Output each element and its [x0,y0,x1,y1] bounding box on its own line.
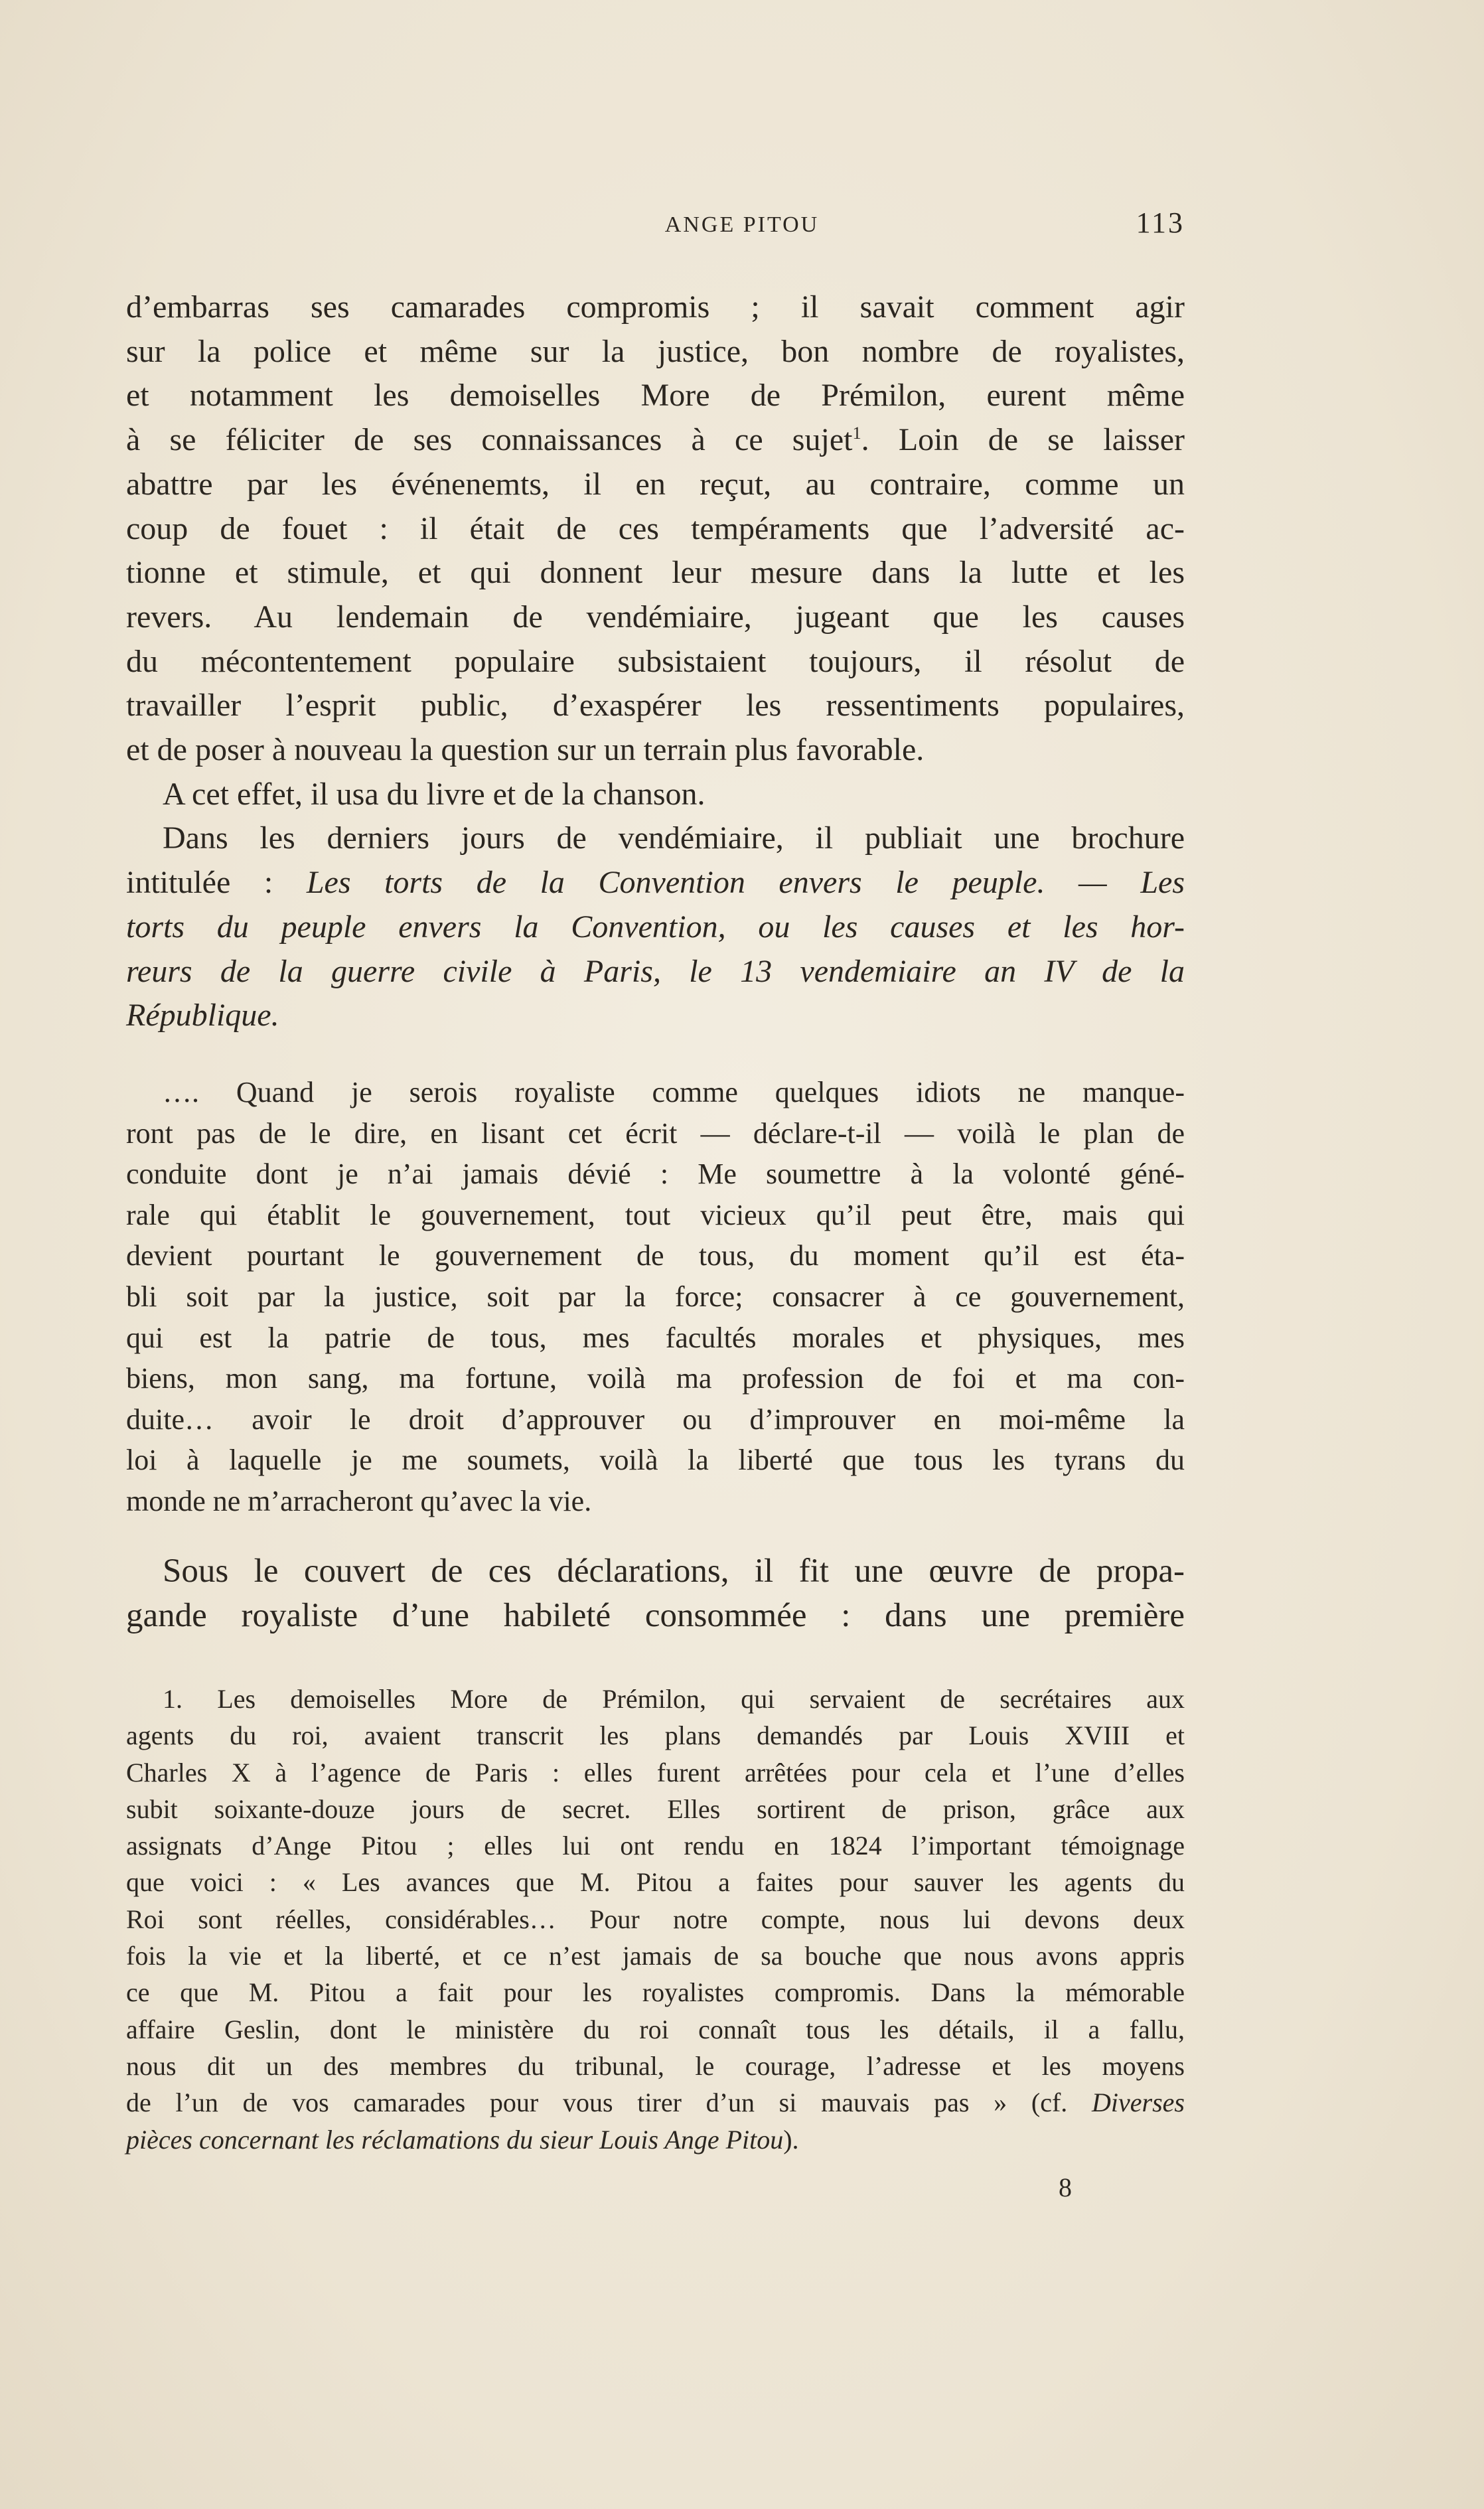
block-quote [126,1072,1185,1522]
text-line [126,330,1185,374]
text-line [126,816,1185,861]
text-segment: affaire Geslin, dont le ministère du roi connaît tous les détails, il a fallu, [126,2014,1185,2044]
text-segment: assignats d’Ange Pitou ; elles lui ont rendu en 1824 l’important témoignage [126,1831,1185,1861]
text-segment: abattre par les événenemts, il en reçut, au contraire, comme un [126,466,1185,502]
text-line [126,1113,1185,1154]
main-text-continued [126,1549,1185,1638]
text-line [126,595,1185,640]
italic-text: reurs de la guerre civile à Paris, le 13 vendemiaire an IV de la [126,953,1185,989]
text-line [126,1235,1185,1276]
text-line [126,418,1185,463]
italic-text: pièces concernant les réclamations du sieur Louis Ange Pitou [126,2124,784,2155]
text-segment: intitulée : [126,865,307,901]
text-line [126,1754,1185,1791]
text-line [126,1864,1185,1900]
text-line [126,1901,1185,1938]
text-line [126,1481,1185,1522]
page-number: 113 [1136,206,1185,239]
italic-text: Diverses [1092,2088,1185,2118]
text-line [126,1791,1185,1827]
text-line [126,728,1185,773]
footnote [126,1681,1185,2158]
text-line [126,684,1185,728]
text-line [126,1938,1185,1974]
text-segment: fois la vie et la liberté, et ce n’est jamais de sa bouche que nous avons appris [126,1941,1185,1971]
text-segment: monde ne m’arracheront qu’avec la vie. [126,1484,592,1517]
text-line [126,905,1185,950]
text-segment: …. Quand je serois royaliste comme quelques idiots ne manque- [163,1076,1185,1108]
text-segment: d’embarras ses camarades compromis ; il savait comment agir [126,289,1185,325]
text-line [126,1681,1185,1717]
text-line [126,507,1185,552]
text-line [126,374,1185,418]
text-segment: tionne et stimule, et qui donnent leur mesure dans la lutte et les [126,555,1185,591]
text-segment: A cet effet, il usa du livre et de la chanson. [163,776,705,812]
text-segment: coup de fouet : il était de ces tempéraments que l’adversité ac- [126,510,1185,546]
text-segment: Dans les derniers jours de vendémiaire, il publiait une brochure [163,820,1185,856]
text-line [126,1072,1185,1113]
text-segment: devient pourtant le gouvernement de tous, du moment qu’il est éta- [126,1239,1185,1272]
italic-text: Les torts de la Convention envers le peuple. — Les [306,865,1185,901]
text-line [126,551,1185,595]
italic-text: République. [126,998,279,1033]
text-line [126,640,1185,684]
text-line [126,2011,1185,2048]
text-segment: de l’un de vos camarades pour vous tirer d’un si mauvais pas » (cf. [126,2088,1092,2118]
text-segment: 1. Les demoiselles More de Prémilon, qui servaient de secrétaires aux [163,1684,1185,1714]
footnote-ref: 1 [852,423,861,443]
text-segment: sur la police et même sur la justice, bon nombre de royalistes, [126,333,1185,369]
text-line [126,1318,1185,1359]
text-segment: et notamment les demoiselles More de Prémilon, eurent même [126,378,1185,414]
text-segment: nous dit un des membres du tribunal, le courage, l’adresse et les moyens [126,2050,1185,2081]
text-line [126,1399,1185,1440]
text-segment: ce que M. Pitou a fait pour les royalistes compromis. Dans la mémorable [126,1977,1185,2008]
italic-text: torts du peuple envers la Convention, ou les causes et les hor- [126,909,1185,945]
text-line [126,1195,1185,1236]
running-header [0,206,1484,246]
text-segment: à se féliciter de ses connaissances à ce sujet [126,422,853,458]
text-line [126,1440,1185,1481]
running-title: ANGE PITOU [664,212,820,237]
text-segment: revers. Au lendemain de vendémiaire, jugeant que les causes [126,599,1185,635]
text-line [126,463,1185,507]
text-line [126,2048,1185,2084]
text-segment: que voici : « Les avances que M. Pitou a faites pour sauver les agents du [126,1867,1185,1898]
text-line [126,1974,1185,2011]
text-segment: qui est la patrie de tous, mes facultés morales et physiques, mes [126,1321,1185,1354]
text-segment: bli soit par la justice, soit par la force; consacrer à ce gouvernement, [126,1280,1185,1313]
text-line [126,2121,1185,2158]
text-line [126,950,1185,994]
text-line [126,1717,1185,1754]
signature-mark: 8 [1059,2172,1072,2202]
text-line [126,861,1185,905]
text-line [126,773,1185,817]
main-text [126,285,1185,1038]
text-segment: Roi sont réelles, considérables… Pour notre compte, nous lui devons deux [126,1904,1185,1934]
text-segment: et de poser à nouveau la question sur un terrain plus favorable. [126,732,925,768]
text-line [126,1154,1185,1195]
text-segment: travailler l’esprit public, d’exaspérer les ressentiments populaires, [126,688,1185,723]
text-line [126,2084,1185,2121]
text-segment: gande royaliste d’une habileté consommée : dans une première [126,1597,1185,1634]
text-line [126,1549,1185,1594]
text-segment: . Loin de se laisser [861,422,1185,458]
text-segment: ). [783,2124,799,2155]
text-segment: conduite dont je n’ai jamais dévié : Me soumettre à la volonté géné- [126,1158,1185,1191]
text-segment: agents du roi, avaient transcrit les plans demandés par Louis XVIII et [126,1720,1185,1751]
text-segment: ront pas de le dire, en lisant cet écrit — déclare-t-il — voilà le plan de [126,1116,1185,1150]
text-line [126,1276,1185,1318]
text-segment: duite… avoir le droit d’approuver ou d’improuver en moi-même la [126,1403,1185,1436]
text-line [126,1594,1185,1638]
text-segment: loi à laquelle je me soumets, voilà la liberté que tous les tyrans du [126,1444,1185,1477]
text-line [126,994,1185,1038]
text-line [126,1827,1185,1864]
text-segment: subit soixante-douze jours de secret. Elles sortirent de prison, grâce aux [126,1793,1185,1824]
text-segment: rale qui établit le gouvernement, tout vicieux qu’il peut être, mais qui [126,1198,1185,1231]
text-segment: Charles X à l’agence de Paris : elles furent arrêtées pour cela et l’une d’elles [126,1757,1185,1787]
text-segment: du mécontentement populaire subsistaient toujours, il résolut de [126,643,1185,679]
text-line [126,285,1185,330]
text-segment: Sous le couvert de ces déclarations, il fit une œuvre de propa- [163,1553,1185,1590]
text-segment: biens, mon sang, ma fortune, voilà ma profession de foi et ma con- [126,1362,1185,1395]
text-line [126,1358,1185,1399]
